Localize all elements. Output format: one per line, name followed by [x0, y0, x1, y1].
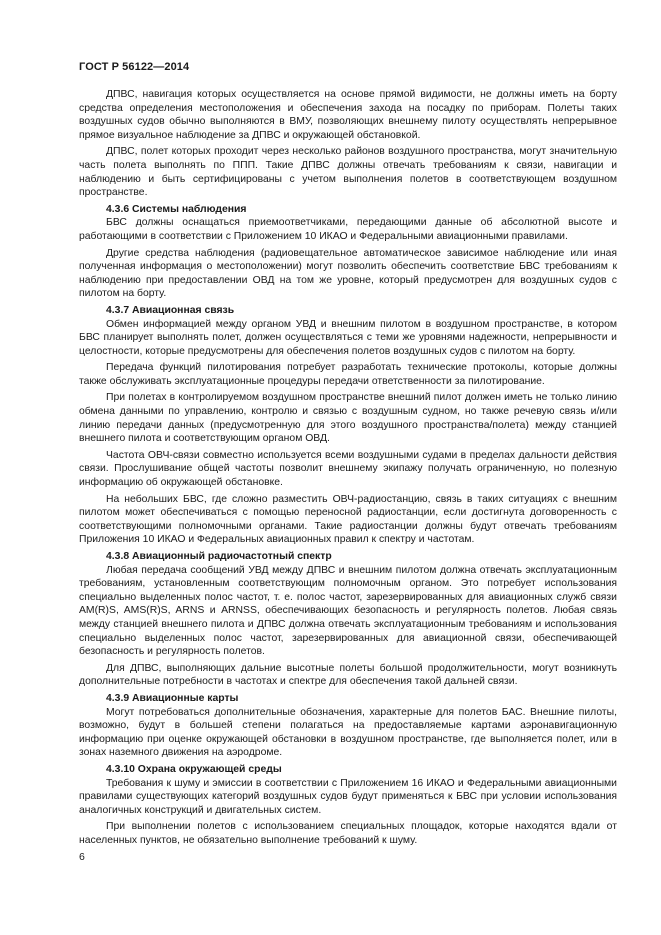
section-heading: 4.3.9 Авиационные карты — [106, 692, 239, 704]
paragraph: Другие средства наблюдения (радиовещательное автоматическое зависимое наблюдение или иная полученная информация о местоположении) могут позволить обеспечить соответствие БВС требованиям к наблюдению при предоставлении ОВД на том же уровне, который предусмотрен для воздушных судов с пилотом на борту. — [79, 247, 617, 300]
paragraph: При выполнении полетов с использованием специальных площадок, которые находятся вдали от населенных пунктов, не обязательно выполнение требований к шуму. — [79, 821, 617, 846]
document-header: ГОСТ Р 56122—2014 — [79, 61, 190, 73]
paragraph: При полетах в контролируемом воздушном пространстве внешний пилот должен иметь не только линию обмена данными по управлению, контролю и связью с воздушным судном, но также речевую связь и/или линию передачи данных (предусмотренную для этого воздушного пространства/полета) между станцией внешнего пилота и соответствующим органом ОВД. — [79, 392, 617, 445]
paragraph: На небольших БВС, где сложно разместить ОВЧ-радиостанцию, связь в таких ситуациях с внешним пилотом может обеспечиваться с помощью переносной радиостанции, если достигнута договоренность с соответствующими полномочными органами. Такие радиостанции должны будут отвечать требованиям Приложения 10 ИКАО и Федеральных авиационных правил к спектру и частотам. — [79, 493, 617, 546]
paragraph: Могут потребоваться дополнительные обозначения, характерные для полетов БАС. Внешние пилоты, возможно, будут в большей степени полагаться на предоставляемые картами аэронавигационную информацию при оценке окружающей обстановки в воздушном пространстве, где выполняется полет, или в зонах наземного движения на аэродроме. — [79, 706, 617, 759]
section-heading: 4.3.7 Авиационная связь — [106, 304, 235, 316]
paragraph: Для ДПВС, выполняющих дальние высотные полеты большой продолжительности, могут возникнуть дополнительные потребности в частотах и спектре для обеспечения такой дальней связи. — [79, 662, 617, 688]
paragraph: Любая передача сообщений УВД между ДПВС и внешним пилотом должна отвечать эксплуатационным требованиям, установленным соответствующим полномочным органом. Это потребует использования специально выделенных полос частот, т. е. полос частот, зарезервированных для авиационных служб связи AM(R)S, AMS(R)S, ARNS и ARNSS, обеспечивающих безопасность и регулярность полетов. Любая связь между станцией внешнего пилота и ДПВС должна отвечать эксплуатационным требованиям и использования специально выделенных полос частот, зарезервированных для авиационной связи, обеспечивающей безопасность и регулярность полетов. — [79, 564, 617, 658]
paragraph: Обмен информацией между органом УВД и внешним пилотом в воздушном пространстве, в котором БВС планирует выполнять полет, должен осуществляться с теми же уровнями надежности, непрерывности и целостности, которые предусмотрены для обеспечения полетов воздушных судов с пилотом на борту. — [79, 318, 617, 357]
paragraph: Частота ОВЧ-связи совместно используется всеми воздушными судами в пределах дальности действия связи. Прослушивание общей частоты позволит внешнему экипажу получать ограниченную, но полезную информацию об окружающей обстановке. — [79, 449, 617, 489]
section-heading: 4.3.10 Охрана окружающей среды — [106, 763, 282, 775]
paragraph: БВС должны оснащаться приемоответчиками, передающими данные об абсолютной высоте и работающими в соответствии с Приложением 10 ИКАО и Федеральными авиационными правилами. — [79, 217, 617, 242]
paragraph: ДПВС, навигация которых осуществляется на основе прямой видимости, не должны иметь на борту средства определения местоположения и обеспечения захода на посадку по приборам. Полеты таких воздушных судов обычно выполняются в ВМУ, позволяющих внешнему пилоту осуществлять непрерывное прямое визуальное наблюдение за ДПВС и окружающей обстановкой. — [79, 89, 617, 141]
document-body — [79, 88, 617, 850]
paragraph: Передача функций пилотирования потребует разработать технические протоколы, которые должны также обслуживать эксплуатационные процедуры передачи ответственности за пилотирование. — [79, 362, 617, 387]
paragraph: Требования к шуму и эмиссии в соответствии с Приложением 16 ИКАО и Федеральными авиационными правилами существующих категорий воздушных судов будут применяться к БВС при условии использования аналогичных конструкций и двигательных систем. — [79, 777, 617, 816]
paragraph: ДПВС, полет которых проходит через несколько районов воздушного пространства, могут значительную часть полета выполнять по ППП. Такие ДПВС должны отвечать требованиям к связи, навигации и наблюдению и быть сертифицированы с учетом выполнения полетов в соответствующем воздушном пространстве. — [79, 146, 617, 199]
section-heading: 4.3.6 Системы наблюдения — [106, 203, 247, 215]
section-heading: 4.3.8 Авиационный радиочастотный спектр — [106, 551, 332, 562]
page-number: 6 — [79, 851, 85, 863]
